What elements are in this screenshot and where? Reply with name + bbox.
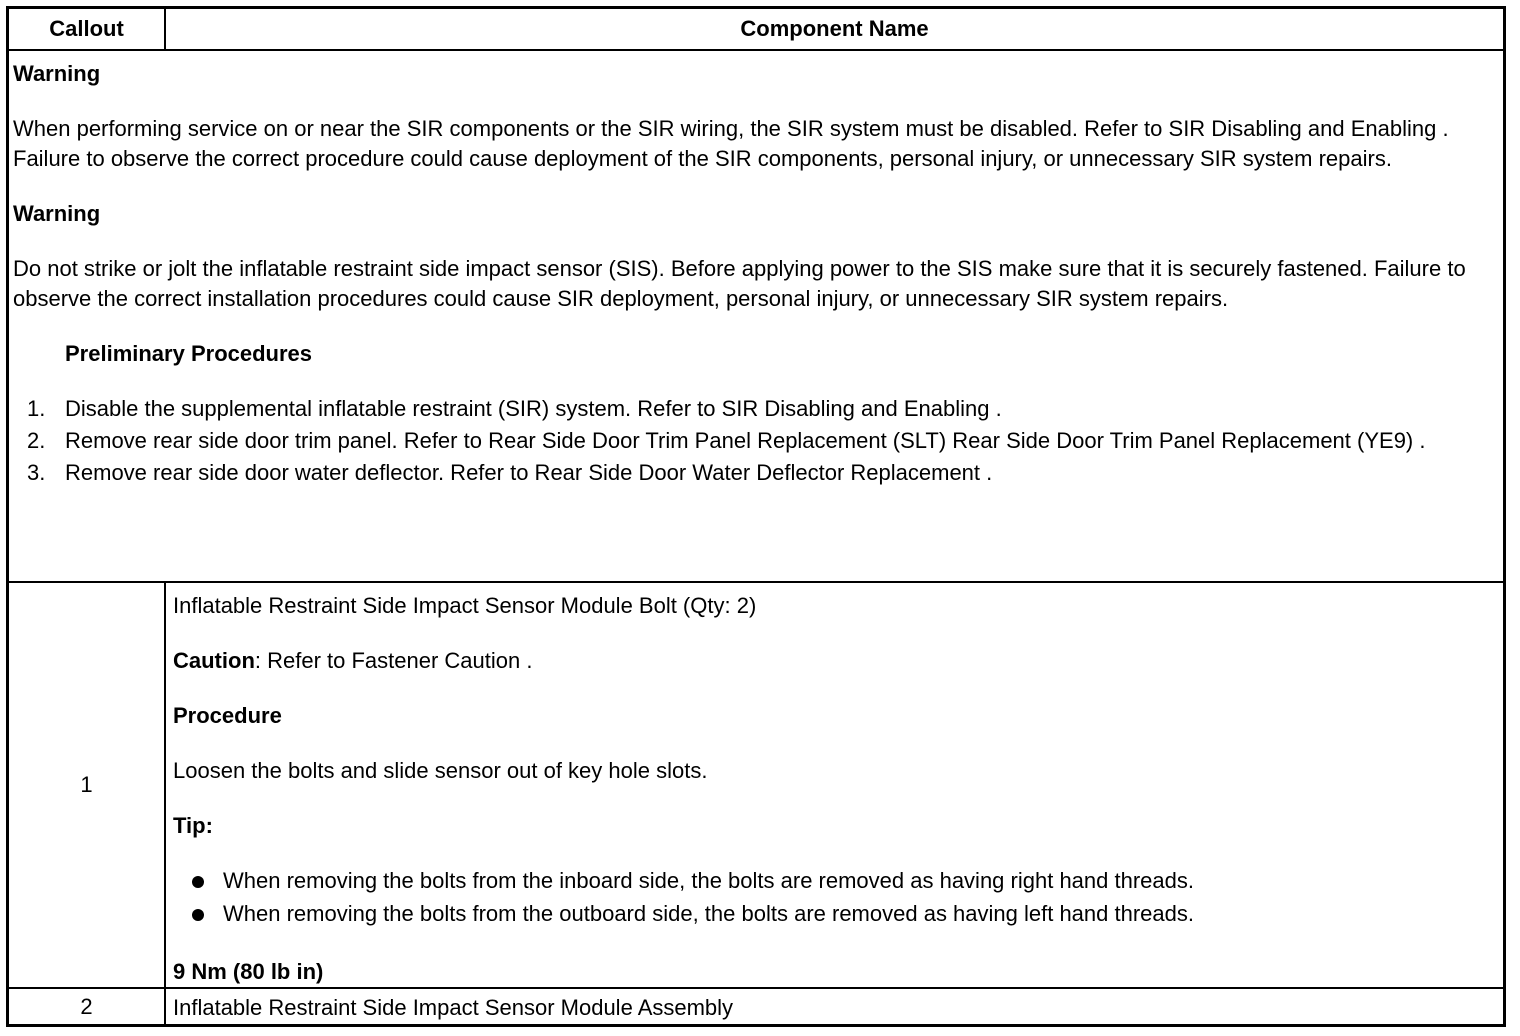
warning-title: Warning [13, 201, 101, 226]
component-cell [166, 583, 1503, 987]
procedure-text: Loosen the bolts and slide sensor out of key hole slots. [173, 758, 708, 783]
step-number: 2. [27, 428, 46, 453]
tip-text: When removing the bolts from the inboard side, the bolts are removed as having right hand threads. [223, 868, 1194, 893]
preliminary-procedures-title: Preliminary Procedures [65, 341, 313, 366]
step-text: Remove rear side door water deflector. Refer to Rear Side Door Water Deflector Replacement . [65, 460, 993, 485]
caution-label: Caution [173, 648, 255, 673]
list-item [13, 426, 1499, 455]
caution-line [173, 646, 1497, 676]
torque-spec: 9 Nm (80 lb in) [173, 959, 324, 984]
component-name: Inflatable Restraint Side Impact Sensor Module Bolt (Qty: 2) [173, 593, 757, 618]
table-header-row [9, 9, 1503, 51]
component-table [6, 6, 1506, 1027]
bullet-icon [192, 909, 204, 921]
procedure-title: Procedure [173, 703, 282, 728]
list-item [173, 899, 1497, 929]
callout-cell: 1 [9, 583, 166, 987]
step-text: Remove rear side door trim panel. Refer to Rear Side Door Trim Panel Replacement (SLT) Rear Side Door Trim Panel Replacement (YE9) . [65, 428, 1426, 453]
preliminary-steps-list [13, 394, 1499, 487]
header-component-name: Component Name [740, 16, 929, 41]
warning-text: When performing service on or near the SIR components or the SIR wiring, the SIR system must be disabled. Refer to SIR Disabling and Enabling . Failure to observe the correct procedure could cause deployment of the SIR components, personal injury, or unnecessary SIR system repairs. [13, 116, 1449, 171]
tip-list [173, 866, 1497, 929]
header-callout: Callout [9, 9, 166, 49]
callout-cell: 2 [9, 989, 166, 1024]
step-number: 1. [27, 396, 46, 421]
list-item [13, 458, 1499, 487]
component-name: Inflatable Restraint Side Impact Sensor Module Assembly [173, 995, 734, 1020]
step-number: 3. [27, 460, 46, 485]
table-row [9, 583, 1503, 989]
preliminary-section [9, 51, 1503, 583]
table-row [9, 989, 1503, 1024]
warning-text: Do not strike or jolt the inflatable restraint side impact sensor (SIS). Before applying power to the SIS make sure that it is securely fastened. Failure to observe the correct installation procedures could cause SIR deployment, personal injury, or unnecessary SIR system repairs. [13, 256, 1466, 311]
step-text: Disable the supplemental inflatable restraint (SIR) system. Refer to SIR Disabling and Enabling . [65, 396, 1002, 421]
component-cell [166, 989, 1503, 1024]
tip-title: Tip: [173, 813, 213, 838]
list-item [13, 394, 1499, 423]
tip-text: When removing the bolts from the outboard side, the bolts are removed as having left hand threads. [223, 901, 1194, 926]
caution-text: : Refer to Fastener Caution . [254, 648, 533, 673]
bullet-icon [192, 876, 204, 888]
warning-title: Warning [13, 61, 101, 86]
list-item [173, 866, 1497, 896]
